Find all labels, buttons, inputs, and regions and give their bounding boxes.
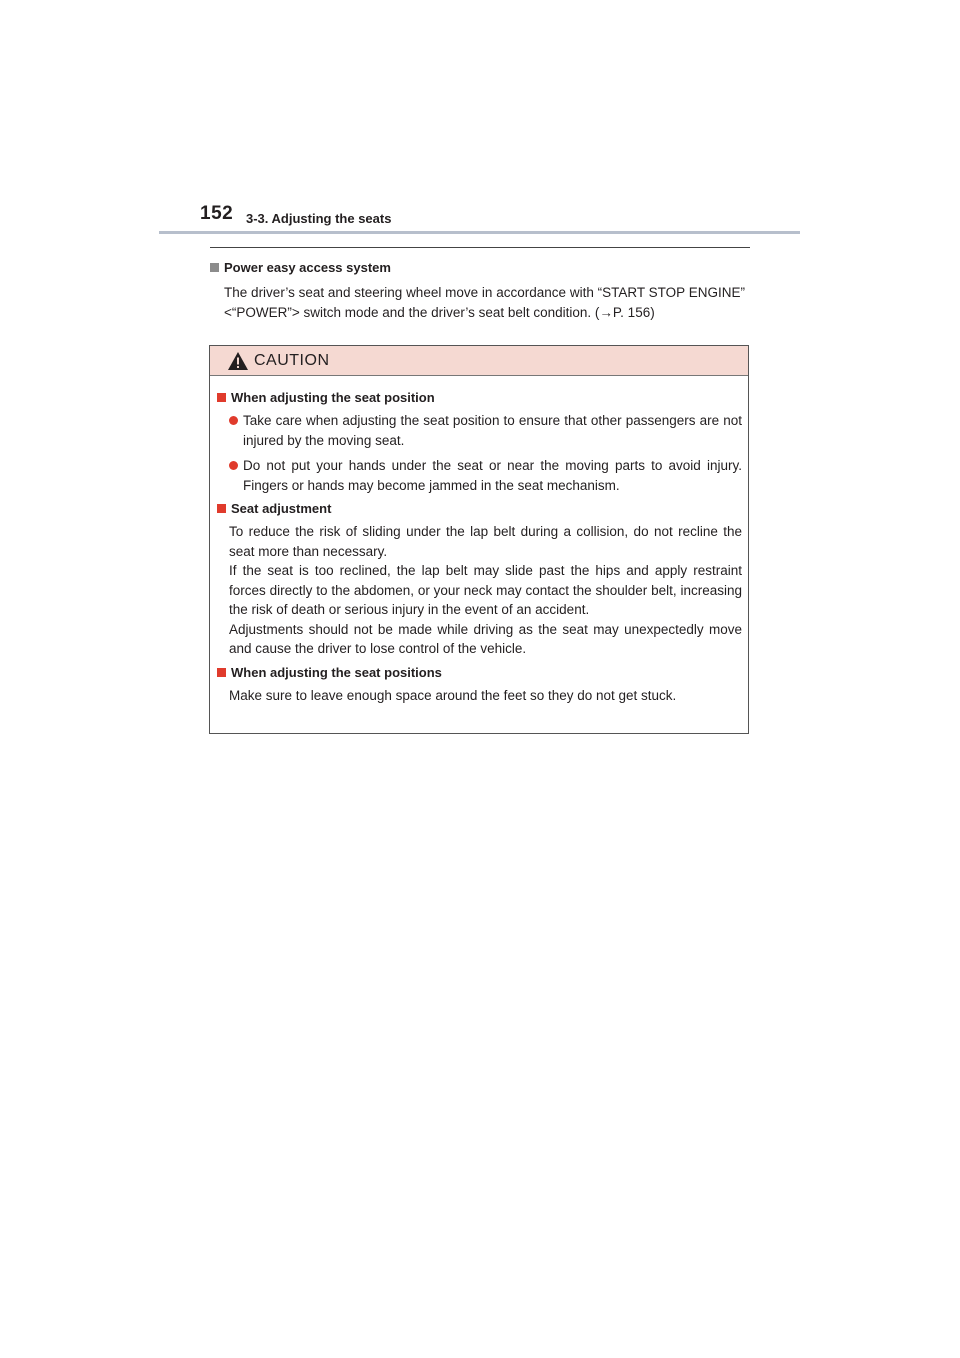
round-bullet-icon [229,416,238,425]
section-title: 3-3. Adjusting the seats [246,211,392,226]
caution-paragraph: Make sure to leave enough space around the feet so they do not get stuck. [229,687,677,703]
caution-title: CAUTION [254,351,330,369]
caution-bullet [229,411,742,450]
caution-paragraph: If the seat is too reclined, the lap belt may slide past the hips and apply restraint forces directly to the abdomen, or your neck may contact the shoulder belt, increasing the risk of death or serious injury in the event of an accident. [229,563,742,617]
square-bullet-icon [210,263,219,272]
caution-section-heading [217,665,742,680]
caution-section-seat-adjustment [217,501,742,659]
caution-section-heading [217,390,742,405]
caution-paragraph: Adjustments should not be made while driving as the seat may unexpectedly move and cause the driver to lose control of the vehicle. [229,621,742,656]
caution-section-seat-position [217,390,742,495]
caution-body [210,376,748,705]
square-bullet-icon [217,504,226,513]
page-number: 152 [200,203,234,224]
caution-section-seat-positions [217,665,742,706]
caution-box [209,345,749,734]
page-header [0,0,960,240]
intro-section [210,260,750,322]
warning-triangle-icon [227,351,249,371]
caution-bullet [229,456,742,495]
caution-section-heading [217,501,742,516]
caution-paragraph: To reduce the risk of sliding under the lap belt during a collision, do not recline the seat more than necessary. [229,524,742,559]
caution-section-heading-text: When adjusting the seat positions [231,664,442,680]
caution-header [210,346,748,376]
intro-heading [210,260,750,275]
intro-heading-text: Power easy access system [224,260,391,275]
caution-section-heading-text: When adjusting the seat position [231,390,435,405]
caution-section-heading-text: Seat adjustment [231,501,332,516]
caution-bullet-text: Take care when adjusting the seat position to ensure that other passengers are not injured by the moving seat. [243,413,742,448]
square-bullet-icon [217,393,226,402]
caution-bullet-text: Do not put your hands under the seat or near the moving parts to avoid injury. Fingers or hands may become jammed in the seat mechanism. [243,458,742,493]
content-top-rule [210,247,750,248]
square-bullet-icon [217,668,226,677]
header-rule [159,231,800,234]
round-bullet-icon [229,461,238,470]
intro-text: The driver’s seat and steering wheel move in accordance with “START STOP ENGINE” <“POWER”> switch mode and the driver’s seat belt condition. (→P. 156) [224,285,745,320]
